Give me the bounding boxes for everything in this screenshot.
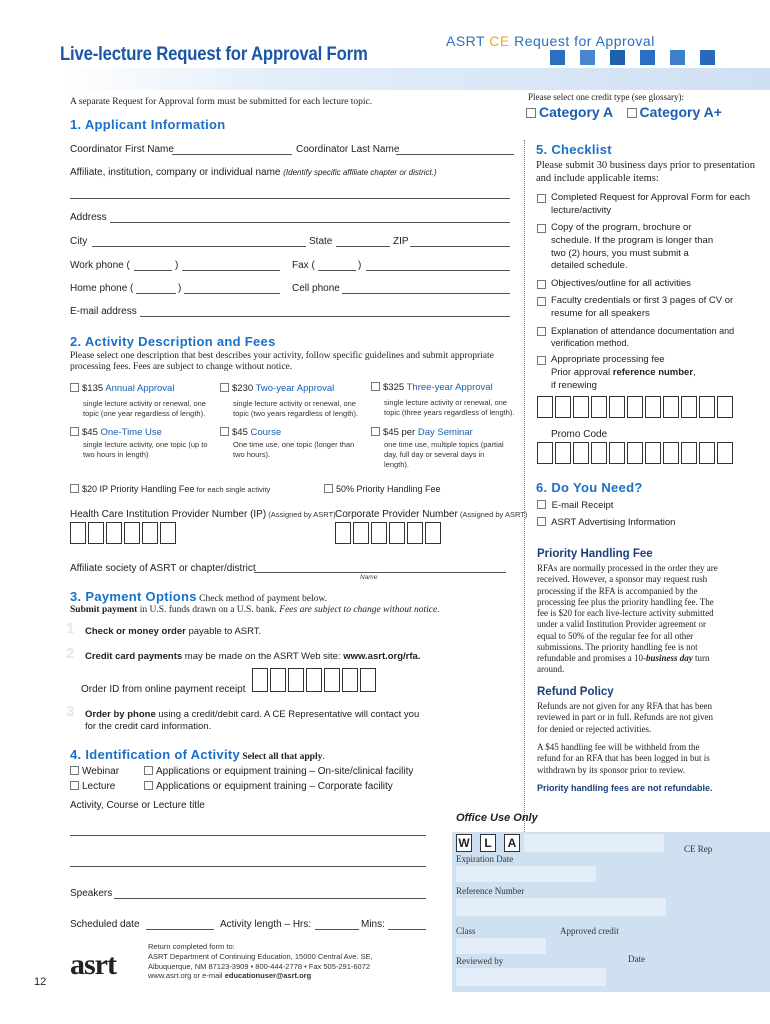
checklist-fee-item: Appropriate processing fee Prior approval reference number, if renewing: [537, 354, 757, 392]
office-w-box[interactable]: W: [456, 834, 472, 852]
home-area-code-field[interactable]: [136, 293, 176, 294]
paren: ): [175, 260, 179, 271]
checklist-checkbox[interactable]: [537, 327, 546, 336]
banner-tile-icon: [550, 50, 565, 65]
refund-text-1: Refunds are not given for any RFA that has been reviewed in part or in full. Refunds are not given for denied or rejected activities.: [537, 701, 713, 734]
office-use-panel: [452, 832, 770, 992]
office-field[interactable]: [524, 834, 664, 852]
corporate-option: Applications or equipment training – Corporate facility: [144, 781, 393, 792]
banner-tile-icon: [700, 50, 715, 65]
payment-option-check: Check or money order payable to ASRT.: [85, 626, 262, 637]
step-3-number: 3: [66, 703, 75, 720]
advertising-checkbox[interactable]: [537, 517, 546, 526]
priority-fee-option: $20 IP Priority Handling Fee for each single activity: [70, 484, 270, 495]
mins-field[interactable]: [388, 929, 426, 930]
section-2-heading: 2. Activity Description and Fees: [70, 334, 276, 349]
checklist-item: Objectives/outline for all activities: [537, 278, 757, 291]
work-phone-label: Work phone (: [70, 260, 130, 271]
last-name-field[interactable]: [396, 154, 514, 155]
reference-number-boxes[interactable]: [537, 396, 733, 418]
reviewed-by-label: Reviewed by: [456, 956, 504, 966]
day-seminar-checkbox[interactable]: [371, 427, 380, 436]
one-time-checkbox[interactable]: [70, 427, 79, 436]
name-caption: Name: [360, 574, 378, 581]
checklist-checkbox[interactable]: [537, 280, 546, 289]
banner-tile-icon: [610, 50, 625, 65]
checklist-item: Explanation of attendance documentation and verification method.: [537, 325, 737, 349]
checklist-intro: Please submit 30 business days prior to presentation and include applicable items:: [536, 160, 756, 184]
payment-option-credit: Credit card payments may be made on the ASRT Web site: www.asrt.org/rfa.: [85, 651, 421, 662]
option-day-seminar: $45 per Day Seminar one time use, multiple topics (partial day, full day or several days in length).: [371, 427, 521, 470]
three-year-checkbox[interactable]: [371, 382, 380, 391]
corporate-checkbox[interactable]: [144, 781, 153, 790]
fax-field[interactable]: [366, 270, 510, 271]
scheduled-date-label: Scheduled date: [70, 919, 140, 930]
state-label: State: [309, 236, 333, 247]
ip-number-label: Health Care Institution Provider Number (IP) (Assigned by ASRT): [70, 509, 336, 520]
banner-tile-icon: [640, 50, 655, 65]
option-three-year: $325 Three-year Approval single lecture activity or renewal, one topic (three years regardless of length).: [371, 382, 521, 418]
email-receipt-checkbox[interactable]: [537, 500, 546, 509]
society-field[interactable]: [254, 572, 506, 573]
date-label: Date: [628, 954, 645, 964]
banner-tile-icon: [670, 50, 685, 65]
speakers-field[interactable]: [114, 898, 426, 899]
zip-label: ZIP: [393, 236, 409, 247]
category-a-plus-checkbox[interactable]: [627, 108, 637, 118]
work-area-code-field[interactable]: [134, 270, 172, 271]
course-checkbox[interactable]: [220, 427, 229, 436]
checklist-item: Faculty credentials or first 3 pages of CV or resume for all speakers: [537, 295, 737, 321]
paren: ): [358, 260, 362, 271]
office-use-heading: Office Use Only: [456, 812, 538, 824]
checklist-item: Copy of the program, brochure or schedule. If the program is longer than two (2) hours, you must submit a detailed schedule.: [537, 222, 719, 273]
ce-rep-label: CE Rep: [684, 844, 713, 854]
section-5-heading: 5. Checklist: [536, 142, 612, 157]
activity-length-label: Activity length – Hrs:: [220, 919, 312, 930]
priority-fee-checkbox[interactable]: [70, 484, 79, 493]
advertising-option: ASRT Advertising Information: [537, 517, 675, 528]
class-label: Class: [456, 926, 476, 936]
refund-heading: Refund Policy: [537, 686, 614, 698]
fax-label: Fax (: [292, 260, 315, 271]
affiliate-field[interactable]: [70, 198, 510, 199]
speakers-label: Speakers: [70, 888, 113, 899]
activity-description: Please select one description that best describes your activity, follow specific guidelines and submit appropriate processing fees. Fees are subject to change without notice.: [70, 351, 494, 373]
credit-prompt: Please select one credit type (see glossary):: [528, 92, 684, 102]
reviewed-by-field[interactable]: [456, 968, 606, 986]
corporate-number-boxes[interactable]: [335, 522, 441, 544]
activity-title-label: Activity, Course or Lecture title: [70, 800, 205, 811]
intro-text: A separate Request for Approval form must be submitted for each lecture topic.: [70, 97, 373, 107]
refund-note: Priority handling fees are not refundable.: [537, 783, 713, 793]
expiration-field[interactable]: [456, 866, 596, 882]
mins-label: Mins:: [361, 919, 385, 930]
state-field[interactable]: [336, 246, 390, 247]
section-6-heading: 6. Do You Need?: [536, 480, 643, 495]
option-one-time: $45 One-Time Use single lecture activity, one topic (up to two hours in length): [70, 427, 220, 460]
category-a-label: Category A: [539, 104, 613, 120]
hours-field[interactable]: [315, 929, 359, 930]
order-id-boxes[interactable]: [252, 668, 376, 692]
category-a-checkbox[interactable]: [526, 108, 536, 118]
annual-checkbox[interactable]: [70, 383, 79, 392]
promo-code-label: Promo Code: [551, 429, 608, 440]
priority-50-option: 50% Priority Handling Fee: [324, 484, 441, 494]
priority-50-checkbox[interactable]: [324, 484, 333, 493]
webinar-option: Webinar: [70, 766, 119, 777]
two-year-checkbox[interactable]: [220, 383, 229, 392]
checklist-checkbox[interactable]: [537, 297, 546, 306]
priority-text: RFAs are normally processed in the order they are received. However, a sponsor may request rush processing if the RFA is accompanied by the processing fee plus the priority handling fee. The fee is $20 for each live-lecture activity submitted under a valid Institution Provider agreement or equal to 50% of the regular fee for all other submissions. The priority handling fee is not refundable and promises a 10-business day turn around.: [537, 563, 718, 675]
paren: ): [178, 283, 182, 294]
reference-field[interactable]: [456, 898, 666, 916]
onsite-checkbox[interactable]: [144, 766, 153, 775]
submit-payment-text: Submit payment in U.S. funds drawn on a U.S. bank. Fees are subject to change without notice.: [70, 605, 440, 615]
cell-phone-label: Cell phone: [292, 283, 340, 294]
expiration-label: Expiration Date: [456, 854, 514, 864]
home-phone-label: Home phone (: [70, 283, 134, 294]
checklist-checkbox[interactable]: [537, 356, 546, 365]
office-l-box[interactable]: L: [480, 834, 496, 852]
activity-title-field[interactable]: [70, 835, 426, 836]
home-phone-field[interactable]: [184, 293, 280, 294]
priority-heading: Priority Handling Fee: [537, 548, 653, 560]
asrt-logo: asrt: [70, 948, 116, 981]
refund-text-2: A $45 handling fee will be withheld from the refund for an RFA that has been logged in but is withdrawn by its sponsor prior to review.: [537, 742, 710, 775]
brand-heading: ASRT CE Request for Approval: [446, 33, 655, 49]
option-course: $45 Course One time use, one topic (longer than two hours).: [220, 427, 370, 460]
cell-phone-field[interactable]: [342, 293, 510, 294]
address-field[interactable]: [110, 222, 510, 223]
credit-options: [526, 104, 722, 120]
corporate-number-label: Corporate Provider Number (Assigned by ASRT): [335, 509, 528, 520]
society-label: Affiliate society of ASRT or chapter/district: [70, 563, 256, 574]
first-name-field[interactable]: [172, 154, 292, 155]
city-label: City: [70, 236, 88, 247]
order-id-label: Order ID from online payment receipt: [81, 684, 246, 695]
fax-area-code-field[interactable]: [318, 270, 356, 271]
office-wla-boxes: [456, 834, 520, 852]
scheduled-date-field[interactable]: [146, 929, 214, 930]
address-label: Address: [70, 212, 107, 223]
email-receipt-option: E-mail Receipt: [537, 500, 613, 511]
payment-option-phone: Order by phone using a credit/debit card. A CE Representative will contact you for the credit card information.: [85, 709, 420, 733]
work-phone-field[interactable]: [182, 270, 280, 271]
last-name-label: Coordinator Last Name: [296, 144, 400, 155]
step-1-number: 1: [66, 620, 75, 637]
zip-field[interactable]: [410, 246, 510, 247]
promo-code-boxes[interactable]: [537, 442, 733, 464]
return-address: Return completed form to: ASRT Department of Continuing Education, 15000 Central Ave. SE, Albuquerque, NM 87123-3909 • 800-444-2778 • Fax 505-291-6072 www.asrt.org or e-mail educationuser@asrt.org: [148, 942, 373, 981]
category-a-plus-label: Category A+: [639, 104, 722, 120]
first-name-label: Coordinator First Name: [70, 144, 174, 155]
office-a-box[interactable]: A: [504, 834, 520, 852]
header-banner: [60, 68, 770, 90]
section-4-heading: 4. Identification of Activity Select all that apply.: [70, 747, 325, 762]
step-2-number: 2: [66, 645, 75, 662]
option-two-year: $230 Two-year Approval single lecture activity or renewal, one topic (two years regardless of length).: [220, 383, 370, 419]
activity-title-field-2[interactable]: [70, 866, 426, 867]
city-field[interactable]: [92, 246, 306, 247]
banner-tile-icon: [580, 50, 595, 65]
page-number: 12: [34, 976, 47, 988]
webinar-checkbox[interactable]: [70, 766, 79, 775]
section-1-heading: 1. Applicant Information: [70, 117, 226, 132]
approved-credit-label: Approved credit: [560, 926, 619, 936]
checklist-checkbox[interactable]: [537, 224, 546, 233]
section-3-heading: 3. Payment Options Check method of payment below.: [70, 589, 328, 604]
ip-number-boxes[interactable]: [70, 522, 176, 544]
checklist-item: Completed Request for Approval Form for each lecture/activity: [537, 192, 757, 218]
onsite-option: Applications or equipment training – On-site/clinical facility: [144, 766, 413, 777]
option-annual: $135 Annual Approval single lecture activity or renewal, one topic (one year regardless of length).: [70, 383, 220, 419]
lecture-checkbox[interactable]: [70, 781, 79, 790]
class-field[interactable]: [456, 938, 546, 954]
affiliate-label: Affiliate, institution, company or individual name (Identify specific affiliate chapter or district.): [70, 167, 437, 178]
email-label: E-mail address: [70, 306, 137, 317]
reference-number-label: Reference Number: [456, 886, 525, 896]
checklist-checkbox[interactable]: [537, 194, 546, 203]
lecture-option: Lecture: [70, 781, 115, 792]
email-field[interactable]: [140, 316, 510, 317]
form-title: Live-lecture Request for Approval Form: [60, 44, 368, 65]
